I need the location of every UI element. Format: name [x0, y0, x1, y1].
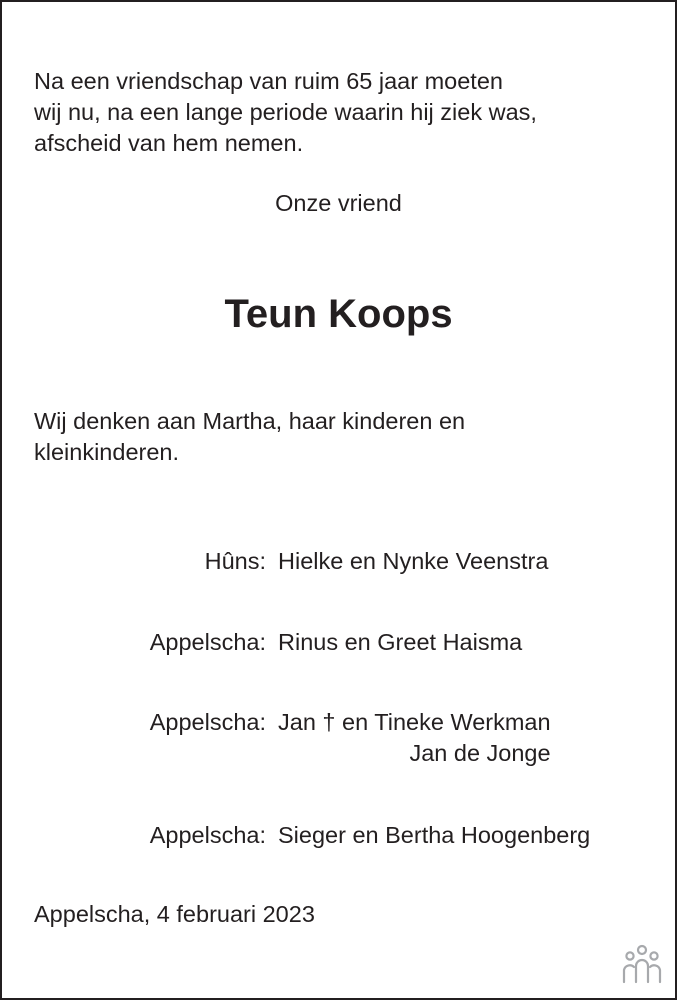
intro-text [34, 66, 537, 159]
intro-line: afscheid van hem nemen. [34, 130, 304, 156]
thoughts-line: kleinkinderen. [34, 439, 180, 465]
signatory-name-line: Rinus en Greet Haisma [278, 629, 523, 655]
signatory-name-line: Hielke en Nynke Veenstra [278, 548, 549, 574]
signatory-place: Appelscha: [149, 709, 266, 735]
thoughts-line: Wij denken aan Martha, haar kinderen en [34, 408, 466, 434]
signatory-names [278, 707, 551, 769]
signatory-name-line: Jan de Jonge [409, 740, 551, 766]
signatory-names [278, 546, 548, 577]
signatory-place: Appelscha: [149, 822, 266, 848]
intro-line: Na een vriendschap van ruim 65 jaar moeten [34, 68, 503, 94]
thoughts-text [34, 406, 465, 468]
deceased-name: Teun Koops [224, 292, 453, 336]
signatory-name-line: Jan † en Tineke Werkman [278, 709, 551, 735]
signatory-names [278, 627, 522, 658]
subtitle: Onze vriend [275, 190, 402, 216]
signatory-place: Appelscha: [149, 629, 266, 655]
signatory-place: Hûns: [204, 548, 266, 574]
people-group-icon [618, 944, 666, 984]
signatory-names [278, 820, 590, 851]
place-date: Appelscha, 4 februari 2023 [34, 901, 315, 927]
intro-line: wij nu, na een lange periode waarin hij ziek was, [34, 99, 537, 125]
signatory-name-line: Sieger en Bertha Hoogenberg [278, 822, 591, 848]
